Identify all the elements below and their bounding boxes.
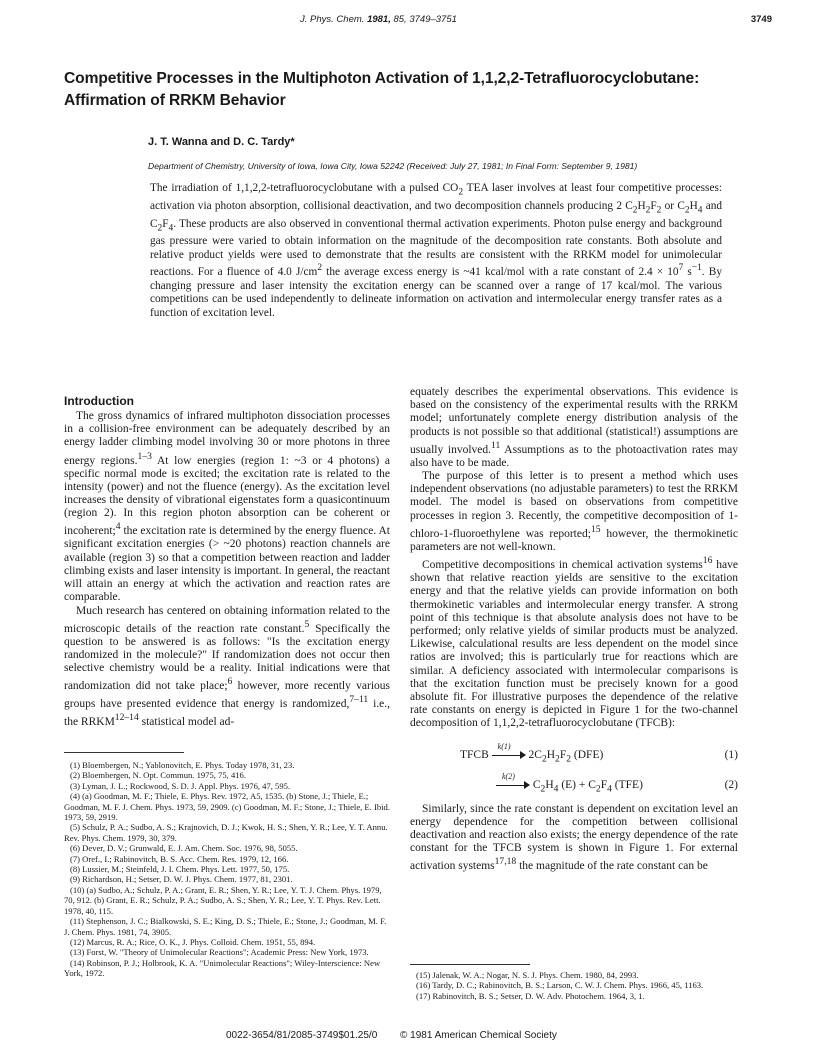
reaction-equations	[410, 737, 738, 797]
section-heading-introduction: Introduction	[64, 394, 134, 408]
intro-paragraph-1: The gross dynamics of infrared multiphoton dissociation processes in a collision-free environment can be adequately described by an energy ladder climbing model involving 30 or more photons in three energy regions.$^{1-3}$ At low energies (region 1: ~3 or 4 photons) a specific normal mode is excited; the excitation rate is related to the intensity (power) and not the fluence (energy). As the excitation level increases the density of vibrational eigenstates form a quasicontinuum (region 2). In this region photon absorption can be coherent or incoherent;$^4$ the excitation rate is determined by the energy fluence. At significant excitation energies (> ~20 photons) reaction channels are available (region 3) so that a competition between reaction and ladder climbing exists and laser intensity is important. In general, the reactant will attain an energy at which the activation and reaction rates are comparable.	[64, 410, 391, 604]
left-column	[64, 394, 390, 729]
abstract: The irradiation of 1,1,2,2-tetrafluorocyclobutane with a pulsed $CO_2$ TEA laser involves at least four competitive processes: activation via photon absorption, collisional deactivation, and two decomposition channels producing 2 $C_2H_2F_2$ or $C_2H_4$ and $C_2F_4$. These products are also observed in conventional thermal activation experiments. Photon pulse energy and background gas pressure were varied to obtain information on the magnitude of the decomposition rate constants. Both absolute and relative product yields were used to demonstrate that the results are consistent with the RRKM model for unimolecular reactions. For a fluence of 4.0 $J/cm^2$ the average excess energy is ~41 kcal/mol with a rate constant of $2.4 \times 10^7$ $s^{-1}$. By changing pressure and laser intensity the excitation energy can be scanned over a range of 17 kcal/mol. The various competitions can be used independently to delineate information on activation and intermolecular energy transfer rates as a function of excitation level.	[150, 182, 723, 319]
reference-item: (7) Oref., I.; Rabinovitch, B. S. Acc. Chem. Res. 1979, 12, 166.	[70, 853, 289, 864]
reference-item: (8) Lussier, M.; Steinfeld, J. I. Chem. Phys. Lett. 1977, 50, 175.	[70, 864, 290, 875]
equation-1: TFCB k(1) $2C_2H_2F_2$ (DFE)	[460, 741, 604, 764]
body-paragraph-purpose: The purpose of this letter is to present a method which uses independent observations (no adjustable parameters) to test the RRKM model. The model is based on observations from competitive processes in region 3. Recently, the competitive decomposition of 1-chloro-1-fluoroethylene was reported;$^{15}$ however, the thermokinetic parameters are not well-known.	[410, 470, 738, 553]
reference-item: (9) Richardson, H.; Setser, D. W. J. Phys. Chem. 1977, 81, 2301.	[70, 874, 293, 885]
reference-item: (5) Schulz, P. A.; Sudbo, A. S.; Krajnovich, D. J.; Kwok, H. S.; Shen, Y. R.; Lee, Y. T. Annu. Rev. Phys. Chem. 1979, 30, 379.	[64, 822, 388, 843]
body-paragraph-competitive: Competitive decompositions in chemical activation systems$^{16}$ have shown that relative reaction yields are sensitive to the excitation energy and that the relative yields can provide information on both thermokinetic variables and intermolecular energy transfer. A strong point of this technique is that absolute analysis does not have to be performed; only relative yields of similar products must be analyzed. Likewise, calculational results are less dependent on the model since ratios are involved; this is particularly true for reactions which are similar. A deficiency associated with intermolecular comparisons is that the excitation function must be precisely known for a good absolute fit. For illustrative purposes the dependence of the relative rate constants on energy is depicted in Figure 1 for the two-channel decomposition of 1,1,2,2-tetrafluorocyclobutane (TFCB):	[410, 555, 738, 730]
running-head	[0, 14, 816, 28]
reaction-arrow-icon: k(2)	[496, 780, 530, 790]
reference-item: (11) Stephenson, J. C.; Bialkowski, S. E.; King, D. S.; Thiele, E.; Stone, J.; Goodman, M. F. J. Chem. Phys. 1981, 74, 3905.	[64, 916, 387, 937]
reaction-arrow-icon: k(1)	[492, 750, 526, 760]
equation-number-1: (1)	[724, 748, 738, 761]
page-number: 3749	[750, 14, 772, 25]
reference-item: (16) Tardy, D. C.; Rabinovitch, B. S.; Larson, C. W. J. Chem. Phys. 1966, 45, 1163.	[416, 980, 704, 991]
body-paragraph-similarly: Similarly, since the rate constant is dependent on excitation level an energy dependence for the competition between collisional deactivation and reaction also exists; the energy dependence of the rate constant for the TFCB system is shown in Figure 1. For external activation systems$^{17,18}$ the magnitude of the rate constant can be	[410, 802, 738, 873]
reference-item: (13) Forst, W. "Theory of Unimolecular Reactions"; Academic Press: New York, 1973.	[70, 947, 369, 958]
copyright: © 1981 American Chemical Society	[400, 1030, 557, 1041]
journal-citation: J. Phys. Chem. 1981, 85, 3749–3751	[300, 14, 457, 25]
references-right	[410, 970, 738, 1001]
equation-2: k(2) $C_2H_4$ $(E) + C_2F_4$ (TFE)	[496, 779, 643, 796]
reference-item: (10) (a) Sudbo, A.; Schulz, P. A.; Grant, E. R.; Shen, Y. R.; Lee, Y. T. J. Chem. Phys. 1979, 70, 912. (b) Grant, E. R.; Schulz, P. A.; Sudbo, A. S.; Shen, Y. R.; Lee, Y. T. Phys. Rev. Lett. 1978, 40, 115.	[64, 884, 382, 916]
authors: J. T. Wanna and D. C. Tardy*	[148, 136, 295, 148]
reference-item: (1) Bloembergen, N.; Yablonovitch, E. Phys. Today 1978, 31, 23.	[70, 760, 295, 770]
reference-item: (4) (a) Goodman, M. F.; Thiele, E. Phys. Rev. 1972, A5, 1535. (b) Stone, J.; Thiele, E.; Goodman, M. F. J. Chem. Phys. 1973, 59, 2909. (c) Goodman, M. F.; Stone, J.; Thiele, E. Ibid. 1973, 59, 2919.	[64, 791, 390, 823]
right-column	[410, 386, 738, 873]
equation-number-2: (2)	[724, 778, 738, 791]
article-title: Competitive Processes in the Multiphoton Activation of 1,1,2,2-Tetrafluorocyclobutane: Affirmation of RRKM Behavior	[64, 70, 700, 109]
footnote-rule-left	[64, 752, 184, 753]
reference-item: (3) Lyman, J. L.; Rockwood, S. D. J. Appl. Phys. 1976, 47, 595.	[70, 780, 291, 791]
body-paragraph-continued: equately describes the experimental observations. This evidence is based on the consistency of the experimental results with the RRKM model; unfortunately complete energy distribution analysis of the products is not possible so that additional (statistical!) assumptions are usually involved.$^{11}$ Assumptions as to the photoactivation rates may also have to be made.	[410, 386, 738, 469]
affiliation: Department of Chemistry, University of Iowa, Iowa City, Iowa 52242 (Received: July 27, 1981; In Final Form: September 9, 1981)	[148, 161, 638, 171]
reference-item: (15) Jalenak, W. A.; Nogar, N. S. J. Phys. Chem. 1980, 84, 2993.	[416, 970, 639, 980]
reference-item: (6) Dever, D. V.; Grunwald, E. J. Am. Chem. Soc. 1976, 98, 5055.	[70, 843, 298, 854]
reference-item: (2) Bloembergen, N. Opt. Commun. 1975, 75, 416.	[70, 770, 246, 781]
reference-item: (14) Robinson, P. J.; Holbrook, K. A. "Unimolecular Reactions"; Wiley-Interscience: New York, 1972.	[64, 957, 381, 979]
article-code: 0022-3654/81/2085-3749$01.25/0	[226, 1030, 378, 1041]
footnote-rule-right	[410, 964, 530, 965]
reference-item: (12) Marcus, R. A.; Rice, O. K., J. Phys. Colloid. Chem. 1951, 55, 894.	[70, 936, 316, 947]
intro-paragraph-2: Much research has centered on obtaining information related to the microscopic details of the reaction rate constant.$^5$ Specifically the question to be answered is as follows: "Is the excitation energy randomized in the molecule?" If randomization does not occur then selective chemistry would be a reality. Initial indications were that randomization did not take place;$^6$ however, more recently various groups have presented evidence that energy is randomized,$^{7-11}$ i.e., the RRKM$^{12-14}$ statistical model ad-	[64, 604, 390, 729]
references-left	[64, 760, 390, 979]
reference-item: (17) Rabinovitch, B. S.; Setser, D. W. Adv. Photochem. 1964, 3, 1.	[416, 990, 645, 1001]
